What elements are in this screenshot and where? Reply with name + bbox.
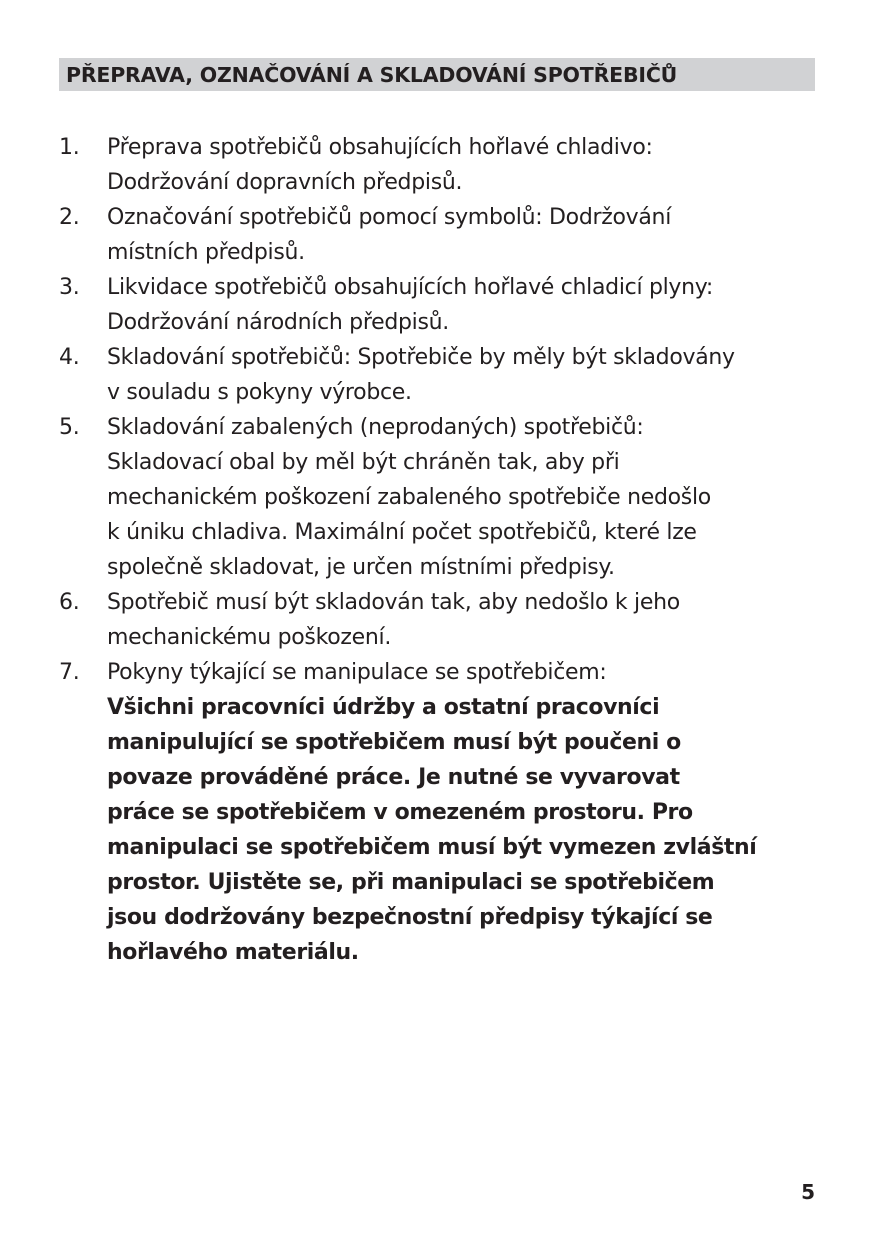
list-item — [59, 200, 819, 270]
list-item — [59, 270, 819, 340]
item-number: 2. — [59, 205, 80, 230]
page-number: 5 — [801, 1180, 815, 1204]
list-item — [59, 130, 819, 200]
item-number: 3. — [59, 275, 80, 300]
section-heading: PŘEPRAVA, OZNAČOVÁNÍ A SKLADOVÁNÍ SPOTŘEBIČŮ — [66, 63, 678, 87]
item-line: Pokyny týkající se manipulace se spotřebičem: — [107, 660, 607, 685]
warning-line: manipulující se spotřebičem musí být poučeni o — [107, 730, 681, 755]
list-item — [59, 340, 819, 410]
item-line: Dodržování dopravních předpisů. — [107, 170, 463, 195]
warning-line: jsou dodržovány bezpečnostní předpisy týkající se — [107, 905, 713, 930]
item-line: Skladování spotřebičů: Spotřebiče by měly být skladovány — [107, 345, 735, 370]
item-number: 4. — [59, 345, 80, 370]
item-line: mechanickému poškození. — [107, 625, 392, 650]
list-item — [59, 655, 819, 970]
item-line: k úniku chladiva. Maximální počet spotřebičů, které lze — [107, 520, 697, 545]
item-number: 1. — [59, 135, 80, 160]
item-line: místních předpisů. — [107, 240, 305, 265]
warning-line: Všichni pracovníci údržby a ostatní pracovníci — [107, 695, 660, 720]
item-line: Skladovací obal by měl být chráněn tak, aby při — [107, 450, 620, 475]
item-line: Dodržování národních předpisů. — [107, 310, 449, 335]
warning-line: povaze prováděné práce. Je nutné se vyvarovat — [107, 765, 680, 790]
item-number: 5. — [59, 415, 80, 440]
item-line: Likvidace spotřebičů obsahujících hořlavé chladicí plyny: — [107, 275, 714, 300]
item-line: Spotřebič musí být skladován tak, aby nedošlo k jeho — [107, 590, 680, 615]
warning-line: prostor. Ujistěte se, při manipulaci se spotřebičem — [107, 870, 715, 895]
list-item — [59, 410, 819, 585]
item-line: Přeprava spotřebičů obsahujících hořlavé chladivo: — [107, 135, 653, 160]
list-item — [59, 585, 819, 655]
item-number: 6. — [59, 590, 80, 615]
item-line: mechanickém poškození zabaleného spotřebiče nedošlo — [107, 485, 711, 510]
item-line: Označování spotřebičů pomocí symbolů: Dodržování — [107, 205, 672, 230]
item-line: Skladování zabalených (neprodaných) spotřebičů: — [107, 415, 644, 440]
warning-line: práce se spotřebičem v omezeném prostoru. Pro — [107, 800, 693, 825]
item-line: společně skladovat, je určen místními předpisy. — [107, 555, 615, 580]
item-number: 7. — [59, 660, 80, 685]
item-line: v souladu s pokyny výrobce. — [107, 380, 412, 405]
warning-line: hořlavého materiálu. — [107, 940, 359, 965]
warning-line: manipulaci se spotřebičem musí být vymezen zvláštní — [107, 835, 757, 860]
instruction-list — [59, 130, 819, 970]
